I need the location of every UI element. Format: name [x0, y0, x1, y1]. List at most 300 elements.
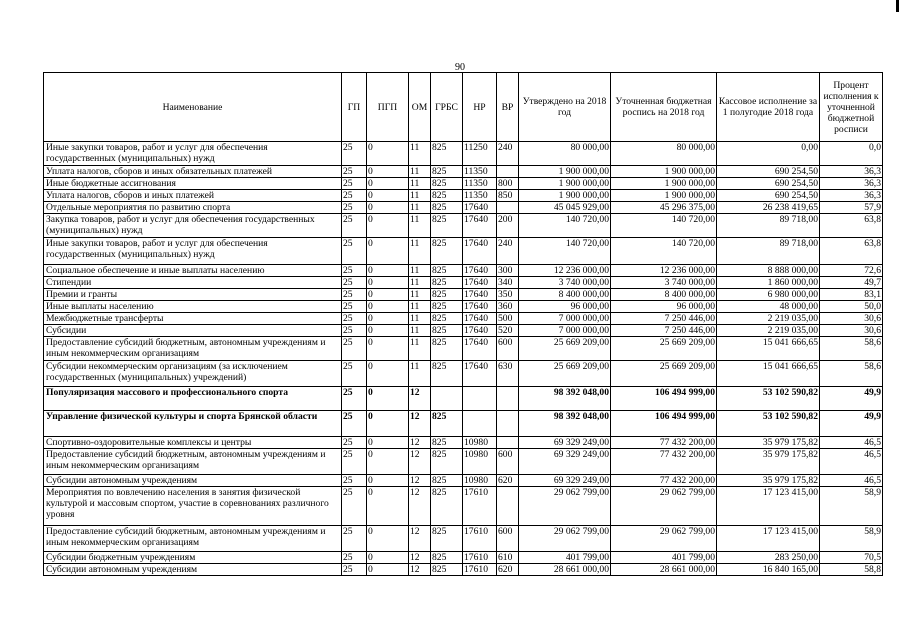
cell-np: 17640 — [463, 337, 497, 361]
cell-vr — [497, 437, 519, 449]
cell-percent: 50,0 — [820, 301, 883, 313]
cell-vr: 620 — [497, 475, 519, 487]
table-header-row — [44, 73, 883, 142]
cell-refined: 8 400 000,00 — [611, 289, 717, 301]
cell-percent: 72,6 — [820, 265, 883, 277]
cell-pgp: 0 — [367, 265, 409, 277]
cell-approved: 25 669 209,00 — [519, 337, 611, 361]
cell-name: Управление физической культуры и спорта Брянской области — [44, 411, 342, 437]
cell-np: 17640 — [463, 313, 497, 325]
cell-om: 11 — [409, 142, 431, 166]
cell-om: 11 — [409, 190, 431, 202]
cell-om: 11 — [409, 277, 431, 289]
cell-name: Субсидии — [44, 325, 342, 337]
cell-pgp: 0 — [367, 325, 409, 337]
header-cash: Кассовое исполнение за 1 полугодие 2018 года — [717, 73, 820, 142]
cell-approved: 140 720,00 — [519, 238, 611, 265]
cell-percent: 46,5 — [820, 437, 883, 449]
cell-grbs: 825 — [431, 487, 463, 526]
table-row — [44, 437, 883, 449]
cell-refined: 1 900 000,00 — [611, 178, 717, 190]
cell-refined: 25 669 209,00 — [611, 361, 717, 387]
cell-pgp: 0 — [367, 475, 409, 487]
cell-grbs: 825 — [431, 449, 463, 475]
cell-np: 10980 — [463, 449, 497, 475]
cell-om: 11 — [409, 301, 431, 313]
cell-name: Отдельные мероприятия по развитию спорта — [44, 202, 342, 214]
page-edge-mark — [896, 0, 899, 12]
cell-np: 11350 — [463, 178, 497, 190]
cell-om: 11 — [409, 265, 431, 277]
cell-om: 11 — [409, 325, 431, 337]
cell-pgp: 0 — [367, 178, 409, 190]
cell-percent: 49,9 — [820, 387, 883, 411]
cell-cash: 690 254,50 — [717, 166, 820, 178]
cell-grbs: 825 — [431, 166, 463, 178]
header-name: Наименование — [44, 73, 342, 142]
cell-om: 11 — [409, 337, 431, 361]
cell-grbs — [431, 387, 463, 411]
cell-om: 11 — [409, 178, 431, 190]
cell-gp: 25 — [342, 564, 367, 576]
cell-percent: 58,9 — [820, 487, 883, 526]
cell-name: Популяризация массового и профессионального спорта — [44, 387, 342, 411]
cell-vr — [497, 411, 519, 437]
cell-pgp: 0 — [367, 238, 409, 265]
cell-percent: 49,9 — [820, 411, 883, 437]
header-percent: Процент исполнения к уточненной бюджетной росписи — [820, 73, 883, 142]
cell-name: Межбюджетные трансферты — [44, 313, 342, 325]
cell-approved: 96 000,00 — [519, 301, 611, 313]
cell-vr: 620 — [497, 564, 519, 576]
cell-om: 12 — [409, 526, 431, 552]
cell-vr: 600 — [497, 526, 519, 552]
cell-percent: 30,6 — [820, 313, 883, 325]
cell-grbs: 825 — [431, 265, 463, 277]
cell-cash: 15 041 666,65 — [717, 361, 820, 387]
cell-cash: 1 860 000,00 — [717, 277, 820, 289]
cell-refined: 401 799,00 — [611, 552, 717, 564]
cell-approved: 98 392 048,00 — [519, 387, 611, 411]
cell-name: Премии и гранты — [44, 289, 342, 301]
cell-refined: 106 494 999,00 — [611, 387, 717, 411]
cell-approved: 7 000 000,00 — [519, 313, 611, 325]
cell-pgp: 0 — [367, 449, 409, 475]
table-row — [44, 190, 883, 202]
cell-np: 17640 — [463, 265, 497, 277]
cell-cash: 53 102 590,82 — [717, 387, 820, 411]
cell-name: Иные закупки товаров, работ и услуг для обеспечения государственных (муниципальных) нужд — [44, 142, 342, 166]
table-row — [44, 325, 883, 337]
cell-np: 17640 — [463, 289, 497, 301]
cell-grbs: 825 — [431, 142, 463, 166]
cell-om: 12 — [409, 449, 431, 475]
cell-gp: 25 — [342, 325, 367, 337]
cell-cash: 16 840 165,00 — [717, 564, 820, 576]
cell-vr: 350 — [497, 289, 519, 301]
cell-approved: 45 045 929,00 — [519, 202, 611, 214]
table-row — [44, 238, 883, 265]
cell-pgp: 0 — [367, 387, 409, 411]
cell-approved: 28 661 000,00 — [519, 564, 611, 576]
cell-np: 17640 — [463, 361, 497, 387]
cell-approved: 69 329 249,00 — [519, 449, 611, 475]
cell-refined: 140 720,00 — [611, 214, 717, 238]
cell-refined: 140 720,00 — [611, 238, 717, 265]
cell-percent: 36,3 — [820, 190, 883, 202]
table-row — [44, 214, 883, 238]
cell-approved: 12 236 000,00 — [519, 265, 611, 277]
table-row — [44, 552, 883, 564]
cell-cash: 2 219 035,00 — [717, 325, 820, 337]
cell-pgp: 0 — [367, 313, 409, 325]
cell-gp: 25 — [342, 190, 367, 202]
cell-np: 11350 — [463, 190, 497, 202]
table-row — [44, 202, 883, 214]
cell-om: 11 — [409, 202, 431, 214]
cell-percent: 30,6 — [820, 325, 883, 337]
cell-vr: 200 — [497, 214, 519, 238]
cell-percent: 57,9 — [820, 202, 883, 214]
cell-pgp: 0 — [367, 214, 409, 238]
cell-approved: 8 400 000,00 — [519, 289, 611, 301]
cell-np: 10980 — [463, 437, 497, 449]
cell-pgp: 0 — [367, 564, 409, 576]
cell-gp: 25 — [342, 202, 367, 214]
cell-cash: 35 979 175,82 — [717, 449, 820, 475]
cell-percent: 83,1 — [820, 289, 883, 301]
table-row — [44, 475, 883, 487]
cell-vr — [497, 166, 519, 178]
cell-grbs: 825 — [431, 325, 463, 337]
cell-name: Субсидии автономным учреждениям — [44, 564, 342, 576]
cell-grbs: 825 — [431, 337, 463, 361]
cell-refined: 45 296 375,00 — [611, 202, 717, 214]
cell-om: 11 — [409, 313, 431, 325]
cell-grbs: 825 — [431, 289, 463, 301]
cell-vr — [497, 487, 519, 526]
header-vr: ВР — [497, 73, 519, 142]
cell-approved: 29 062 799,00 — [519, 526, 611, 552]
cell-vr: 600 — [497, 337, 519, 361]
cell-approved: 98 392 048,00 — [519, 411, 611, 437]
table-row — [44, 564, 883, 576]
cell-grbs: 825 — [431, 552, 463, 564]
cell-gp: 25 — [342, 301, 367, 313]
cell-np: 17610 — [463, 564, 497, 576]
cell-grbs: 825 — [431, 190, 463, 202]
cell-cash: 48 000,00 — [717, 301, 820, 313]
cell-percent: 58,6 — [820, 337, 883, 361]
cell-np: 17640 — [463, 277, 497, 289]
cell-np: 10980 — [463, 475, 497, 487]
cell-refined: 29 062 799,00 — [611, 526, 717, 552]
table-row — [44, 411, 883, 437]
cell-om: 11 — [409, 166, 431, 178]
cell-om: 11 — [409, 214, 431, 238]
cell-om: 11 — [409, 238, 431, 265]
budget-execution-table — [43, 72, 883, 576]
cell-gp: 25 — [342, 289, 367, 301]
cell-refined: 96 000,00 — [611, 301, 717, 313]
cell-om: 11 — [409, 361, 431, 387]
cell-cash: 26 238 419,65 — [717, 202, 820, 214]
cell-gp: 25 — [342, 487, 367, 526]
header-grbs: ГРБС — [431, 73, 463, 142]
table-row — [44, 301, 883, 313]
cell-cash: 89 718,00 — [717, 214, 820, 238]
cell-refined: 7 250 446,00 — [611, 325, 717, 337]
cell-percent: 58,9 — [820, 526, 883, 552]
cell-np — [463, 411, 497, 437]
cell-refined: 3 740 000,00 — [611, 277, 717, 289]
table-row — [44, 166, 883, 178]
cell-om: 12 — [409, 564, 431, 576]
cell-gp: 25 — [342, 178, 367, 190]
cell-om: 12 — [409, 552, 431, 564]
cell-vr: 520 — [497, 325, 519, 337]
cell-om: 12 — [409, 487, 431, 526]
cell-grbs: 825 — [431, 437, 463, 449]
cell-grbs: 825 — [431, 313, 463, 325]
cell-np: 17640 — [463, 202, 497, 214]
cell-grbs: 825 — [431, 564, 463, 576]
cell-np: 17610 — [463, 552, 497, 564]
cell-name: Иные бюджетные ассигнования — [44, 178, 342, 190]
cell-cash: 17 123 415,00 — [717, 487, 820, 526]
cell-cash: 0,00 — [717, 142, 820, 166]
cell-percent: 36,3 — [820, 178, 883, 190]
cell-refined: 7 250 446,00 — [611, 313, 717, 325]
cell-approved: 25 669 209,00 — [519, 361, 611, 387]
cell-om: 11 — [409, 289, 431, 301]
cell-gp: 25 — [342, 361, 367, 387]
cell-pgp: 0 — [367, 277, 409, 289]
cell-name: Субсидии автономным учреждениям — [44, 475, 342, 487]
cell-cash: 6 980 000,00 — [717, 289, 820, 301]
cell-gp: 25 — [342, 166, 367, 178]
cell-refined: 77 432 200,00 — [611, 475, 717, 487]
cell-grbs: 825 — [431, 411, 463, 437]
cell-cash: 17 123 415,00 — [717, 526, 820, 552]
cell-refined: 25 669 209,00 — [611, 337, 717, 361]
header-refined: Уточненная бюджетная роспись на 2018 год — [611, 73, 717, 142]
cell-refined: 28 661 000,00 — [611, 564, 717, 576]
cell-percent: 46,5 — [820, 475, 883, 487]
cell-gp: 25 — [342, 265, 367, 277]
cell-gp: 25 — [342, 526, 367, 552]
cell-name: Закупка товаров, работ и услуг для обеспечения государственных (муниципальных) нужд — [44, 214, 342, 238]
cell-percent: 63,8 — [820, 214, 883, 238]
cell-vr: 850 — [497, 190, 519, 202]
cell-gp: 25 — [342, 277, 367, 289]
page-number: 90 — [455, 62, 465, 73]
cell-approved: 29 062 799,00 — [519, 487, 611, 526]
cell-percent: 58,8 — [820, 564, 883, 576]
cell-np: 17640 — [463, 301, 497, 313]
cell-gp: 25 — [342, 337, 367, 361]
table-row — [44, 337, 883, 361]
cell-cash: 53 102 590,82 — [717, 411, 820, 437]
cell-vr — [497, 387, 519, 411]
cell-cash: 2 219 035,00 — [717, 313, 820, 325]
cell-grbs: 825 — [431, 178, 463, 190]
cell-approved: 1 900 000,00 — [519, 178, 611, 190]
cell-grbs: 825 — [431, 277, 463, 289]
cell-pgp: 0 — [367, 437, 409, 449]
cell-pgp: 0 — [367, 526, 409, 552]
cell-vr: 630 — [497, 361, 519, 387]
cell-refined: 106 494 999,00 — [611, 411, 717, 437]
table-row — [44, 178, 883, 190]
cell-gp: 25 — [342, 411, 367, 437]
cell-vr: 610 — [497, 552, 519, 564]
header-om: ОМ — [409, 73, 431, 142]
cell-name: Предоставление субсидий бюджетным, автономным учреждениям и иным некоммерческим организациям — [44, 526, 342, 552]
table-row — [44, 265, 883, 277]
cell-approved: 7 000 000,00 — [519, 325, 611, 337]
cell-np: 17640 — [463, 325, 497, 337]
cell-grbs: 825 — [431, 475, 463, 487]
cell-name: Уплата налогов, сборов и иных платежей — [44, 190, 342, 202]
cell-refined: 77 432 200,00 — [611, 437, 717, 449]
cell-approved: 1 900 000,00 — [519, 166, 611, 178]
table-row — [44, 387, 883, 411]
cell-gp: 25 — [342, 238, 367, 265]
cell-np: 17610 — [463, 487, 497, 526]
cell-om: 12 — [409, 437, 431, 449]
cell-gp: 25 — [342, 475, 367, 487]
cell-cash: 35 979 175,82 — [717, 437, 820, 449]
cell-pgp: 0 — [367, 202, 409, 214]
cell-vr: 340 — [497, 277, 519, 289]
cell-vr: 500 — [497, 313, 519, 325]
cell-approved: 3 740 000,00 — [519, 277, 611, 289]
cell-pgp: 0 — [367, 166, 409, 178]
cell-grbs: 825 — [431, 361, 463, 387]
cell-name: Иные закупки товаров, работ и услуг для обеспечения государственных (муниципальных) нужд — [44, 238, 342, 265]
table-row — [44, 313, 883, 325]
cell-name: Иные выплаты населению — [44, 301, 342, 313]
cell-gp: 25 — [342, 313, 367, 325]
cell-approved: 80 000,00 — [519, 142, 611, 166]
cell-pgp: 0 — [367, 411, 409, 437]
table-row — [44, 526, 883, 552]
header-approved: Утверждено на 2018 год — [519, 73, 611, 142]
cell-gp: 25 — [342, 449, 367, 475]
cell-refined: 1 900 000,00 — [611, 166, 717, 178]
cell-pgp: 0 — [367, 301, 409, 313]
cell-percent: 63,8 — [820, 238, 883, 265]
table-row — [44, 289, 883, 301]
table-row — [44, 449, 883, 475]
cell-om: 12 — [409, 475, 431, 487]
cell-cash: 15 041 666,65 — [717, 337, 820, 361]
cell-grbs: 825 — [431, 526, 463, 552]
cell-pgp: 0 — [367, 289, 409, 301]
cell-om: 12 — [409, 411, 431, 437]
cell-cash: 35 979 175,82 — [717, 475, 820, 487]
cell-approved: 69 329 249,00 — [519, 437, 611, 449]
cell-pgp: 0 — [367, 361, 409, 387]
cell-percent: 49,7 — [820, 277, 883, 289]
cell-percent: 58,6 — [820, 361, 883, 387]
cell-np: 11250 — [463, 142, 497, 166]
cell-vr: 300 — [497, 265, 519, 277]
cell-pgp: 0 — [367, 190, 409, 202]
cell-cash: 89 718,00 — [717, 238, 820, 265]
cell-np — [463, 387, 497, 411]
cell-cash: 8 888 000,00 — [717, 265, 820, 277]
cell-refined: 29 062 799,00 — [611, 487, 717, 526]
cell-approved: 401 799,00 — [519, 552, 611, 564]
header-gp: ГП — [342, 73, 367, 142]
cell-gp: 25 — [342, 214, 367, 238]
cell-name: Социальное обеспечение и иные выплаты населению — [44, 265, 342, 277]
cell-cash: 690 254,50 — [717, 178, 820, 190]
cell-grbs: 825 — [431, 301, 463, 313]
cell-name: Предоставление субсидий бюджетным, автономным учреждениям и иным некоммерческим организациям — [44, 337, 342, 361]
cell-refined: 1 900 000,00 — [611, 190, 717, 202]
cell-approved: 69 329 249,00 — [519, 475, 611, 487]
cell-name: Спортивно-оздоровительные комплексы и центры — [44, 437, 342, 449]
cell-name: Субсидии бюджетным учреждениям — [44, 552, 342, 564]
cell-np: 17640 — [463, 238, 497, 265]
cell-gp: 25 — [342, 552, 367, 564]
cell-percent: 46,5 — [820, 449, 883, 475]
table-body — [44, 142, 883, 576]
table-row — [44, 277, 883, 289]
cell-gp: 25 — [342, 387, 367, 411]
cell-pgp: 0 — [367, 142, 409, 166]
table-row — [44, 361, 883, 387]
cell-name: Субсидии некоммерческим организациям (за исключением государственных (муниципальных) учреждений) — [44, 361, 342, 387]
cell-percent: 70,5 — [820, 552, 883, 564]
cell-name: Мероприятия по вовлечению населения в занятия физической культурой и массовым спортом, участие в соревнованиях различного уровня — [44, 487, 342, 526]
cell-gp: 25 — [342, 142, 367, 166]
cell-pgp: 0 — [367, 552, 409, 564]
cell-pgp: 0 — [367, 337, 409, 361]
cell-grbs: 825 — [431, 214, 463, 238]
table-row — [44, 487, 883, 526]
cell-cash: 690 254,50 — [717, 190, 820, 202]
cell-approved: 140 720,00 — [519, 214, 611, 238]
cell-cash: 283 250,00 — [717, 552, 820, 564]
cell-name: Предоставление субсидий бюджетным, автономным учреждениям и иным некоммерческим организациям — [44, 449, 342, 475]
cell-vr: 240 — [497, 238, 519, 265]
cell-name: Уплата налогов, сборов и иных обязательных платежей — [44, 166, 342, 178]
cell-refined: 80 000,00 — [611, 142, 717, 166]
cell-om: 12 — [409, 387, 431, 411]
cell-pgp: 0 — [367, 487, 409, 526]
cell-np: 17610 — [463, 526, 497, 552]
cell-np: 11350 — [463, 166, 497, 178]
cell-np: 17640 — [463, 214, 497, 238]
cell-vr: 600 — [497, 449, 519, 475]
cell-grbs: 825 — [431, 202, 463, 214]
cell-vr: 360 — [497, 301, 519, 313]
cell-vr: 240 — [497, 142, 519, 166]
cell-vr — [497, 202, 519, 214]
cell-approved: 1 900 000,00 — [519, 190, 611, 202]
table-row — [44, 142, 883, 166]
cell-name: Стипендии — [44, 277, 342, 289]
cell-percent: 0,0 — [820, 142, 883, 166]
cell-refined: 77 432 200,00 — [611, 449, 717, 475]
cell-grbs: 825 — [431, 238, 463, 265]
header-np: НР — [463, 73, 497, 142]
header-pgp: ПГП — [367, 73, 409, 142]
